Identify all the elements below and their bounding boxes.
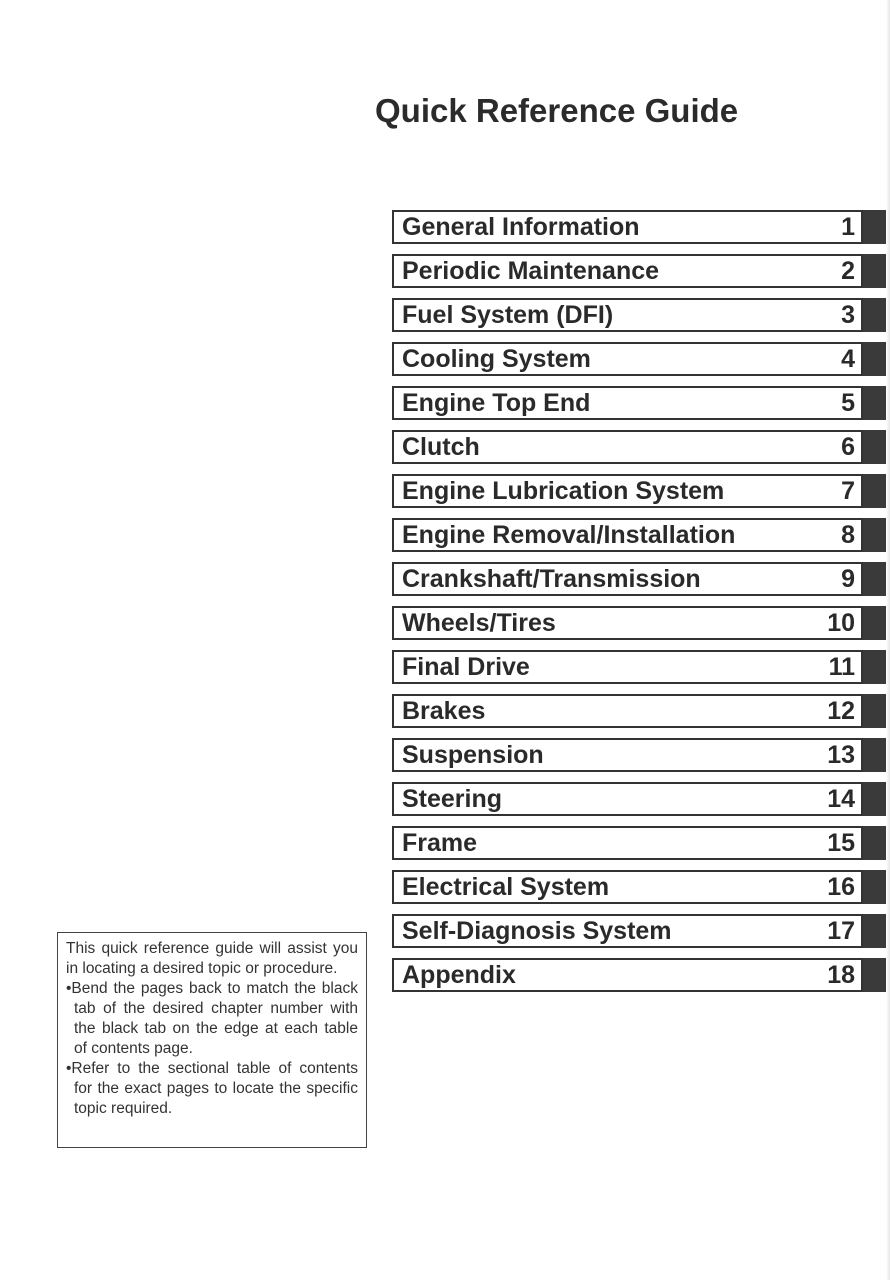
toc-item-number: 6 bbox=[841, 433, 855, 461]
toc-item-box bbox=[392, 914, 863, 948]
toc-item-label: Frame bbox=[402, 829, 478, 857]
toc-item-number: 8 bbox=[841, 521, 855, 549]
note-bullet: •Refer to the sectional table of contents for the exact pages to locate the specific topic required. bbox=[66, 1060, 358, 1117]
toc-item-box bbox=[392, 474, 863, 508]
page-title: Quick Reference Guide bbox=[375, 92, 739, 129]
toc-item-number: 14 bbox=[827, 785, 855, 813]
toc-item-label: Suspension bbox=[402, 741, 544, 769]
toc-item-number: 16 bbox=[827, 873, 855, 901]
toc-item-number: 15 bbox=[827, 829, 855, 857]
toc-item-number: 9 bbox=[841, 565, 855, 593]
toc-item-label: Wheels/Tires bbox=[402, 609, 556, 637]
toc-item-electrical-system[interactable] bbox=[392, 870, 890, 904]
toc-item-self-diagnosis-system[interactable] bbox=[392, 914, 890, 948]
toc-item-cooling-system[interactable] bbox=[392, 342, 890, 376]
toc-item-number: 4 bbox=[841, 345, 855, 373]
toc-item-number: 3 bbox=[841, 301, 855, 329]
toc-item-label: Engine Top End bbox=[402, 389, 591, 417]
instruction-note bbox=[57, 932, 367, 1148]
toc-item-number: 1 bbox=[841, 213, 855, 241]
toc-item-label: Self-Diagnosis System bbox=[402, 917, 672, 945]
toc-item-crankshaft-transmission[interactable] bbox=[392, 562, 890, 596]
toc-item-box bbox=[392, 958, 863, 992]
toc-item-number: 7 bbox=[841, 477, 855, 505]
toc-item-wheels-tires[interactable] bbox=[392, 606, 890, 640]
toc-item-clutch[interactable] bbox=[392, 430, 890, 464]
toc-item-box bbox=[392, 518, 863, 552]
toc-item-number: 12 bbox=[827, 697, 855, 725]
toc-item-number: 2 bbox=[841, 257, 855, 285]
toc-item-frame[interactable] bbox=[392, 826, 890, 860]
note-intro: This quick reference guide will assist you in locating a desired topic or procedure. bbox=[66, 940, 358, 977]
toc-item-number: 11 bbox=[828, 653, 855, 681]
toc-item-suspension[interactable] bbox=[392, 738, 890, 772]
toc-item-label: Electrical System bbox=[402, 873, 610, 901]
toc-item-engine-removal-installation[interactable] bbox=[392, 518, 890, 552]
toc-item-number: 18 bbox=[827, 961, 855, 989]
toc-item-engine-top-end[interactable] bbox=[392, 386, 890, 420]
toc-item-label: Final Drive bbox=[402, 653, 530, 681]
toc-item-fuel-system[interactable] bbox=[392, 298, 890, 332]
toc-item-box bbox=[392, 826, 863, 860]
toc-item-label: Engine Lubrication System bbox=[402, 477, 725, 505]
toc-item-number: 13 bbox=[827, 741, 855, 769]
toc-item-label: Brakes bbox=[402, 697, 486, 725]
toc-item-label: Cooling System bbox=[402, 345, 591, 373]
toc-item-box bbox=[392, 650, 863, 684]
toc-item-appendix[interactable] bbox=[392, 958, 890, 992]
toc-item-box bbox=[392, 210, 863, 244]
toc-item-box bbox=[392, 606, 863, 640]
toc-item-label: Appendix bbox=[402, 961, 516, 989]
toc-item-periodic-maintenance[interactable] bbox=[392, 254, 890, 288]
toc-item-engine-lubrication-system[interactable] bbox=[392, 474, 890, 508]
toc-item-label: Fuel System (DFI) bbox=[402, 301, 614, 329]
page-edge bbox=[886, 0, 890, 1280]
toc-item-box bbox=[392, 386, 863, 420]
toc-item-general-information[interactable] bbox=[392, 210, 890, 244]
toc-item-steering[interactable] bbox=[392, 782, 890, 816]
toc-item-label: General Information bbox=[402, 213, 640, 241]
toc-item-number: 5 bbox=[841, 389, 855, 417]
toc-item-label: Engine Removal/Installation bbox=[402, 521, 736, 549]
toc-item-final-drive[interactable] bbox=[392, 650, 890, 684]
toc-item-box bbox=[392, 738, 863, 772]
toc-item-box bbox=[392, 782, 863, 816]
note-bullet: •Bend the pages back to match the black tab of the desired chapter number with the black tab on the edge at each table of contents page. bbox=[66, 980, 358, 1057]
toc-item-brakes[interactable] bbox=[392, 694, 890, 728]
toc-item-box bbox=[392, 342, 863, 376]
toc-item-label: Steering bbox=[402, 785, 503, 813]
toc-item-box bbox=[392, 562, 863, 596]
toc-item-number: 17 bbox=[827, 917, 855, 945]
toc-item-box bbox=[392, 254, 863, 288]
toc-item-label: Clutch bbox=[402, 433, 480, 461]
toc-item-box bbox=[392, 870, 863, 904]
toc-item-label: Periodic Maintenance bbox=[402, 257, 660, 285]
toc-item-label: Crankshaft/Transmission bbox=[402, 565, 701, 593]
toc-item-box bbox=[392, 430, 863, 464]
toc-item-box bbox=[392, 694, 863, 728]
toc-item-box bbox=[392, 298, 863, 332]
toc-item-number: 10 bbox=[827, 609, 855, 637]
